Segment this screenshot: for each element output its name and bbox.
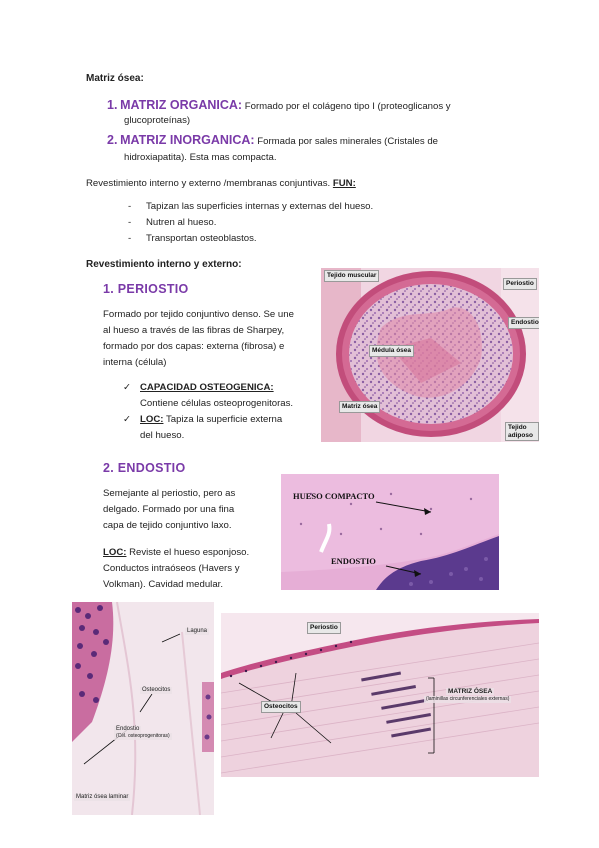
endostio-loc — [103, 545, 278, 593]
bullet-text: Transportan osteoblastos. — [146, 233, 257, 244]
check2-label: LOC: — [140, 414, 164, 425]
list-item-organica-cont: glucoproteínas) — [124, 115, 191, 126]
item-number: 1. — [107, 98, 118, 112]
bullet-text: Nutren al hueso. — [146, 217, 217, 228]
label-osteocitos: Osteocitos — [142, 687, 171, 693]
check1-text: Contiene células osteoprogenitoras. — [140, 398, 294, 409]
endostio-heading: 2. ENDOSTIO — [103, 461, 186, 475]
section-title-matriz: Matriz ósea: — [86, 73, 144, 84]
text-line: Reviste el hueso esponjoso. — [126, 547, 250, 558]
label-endostio-sub: (Cél. osteoprogenitoras) — [116, 733, 170, 739]
loc-label: LOC: — [103, 547, 127, 558]
periostio-paragraph — [103, 307, 315, 371]
text-line: delgado. Formado por una fina — [103, 504, 235, 515]
text-line: Conductos intraóseos (Havers y — [103, 563, 240, 574]
label-medula: Médula ósea — [369, 345, 414, 357]
label-periostio: Periostio — [307, 622, 341, 634]
periostio-histology-image — [321, 268, 539, 442]
endostio-histology-image — [281, 474, 499, 590]
item-text: Formado por el colágeno tipo I (proteoglicanos y — [242, 101, 451, 112]
list-item-inorganica-cont: hidroxiapatita). Esta mas compacta. — [124, 152, 277, 163]
label-matriz-osea: MATRIZ ÓSEA — [448, 688, 493, 695]
dash-icon: - — [128, 201, 132, 212]
text-line: interna (célula) — [103, 357, 167, 368]
revestimiento-intro — [86, 176, 356, 192]
item-name: MATRIZ INORGANICA: — [120, 133, 255, 147]
check2-cont: del hueso. — [140, 430, 185, 441]
text-line: formado por dos capas: externa (fibrosa) e — [103, 341, 285, 352]
check-mark-icon: ✓ — [123, 414, 132, 425]
text-line: al hueso a través de las fibras de Sharpey, — [103, 325, 285, 336]
bottom-right-histology-image — [221, 613, 539, 777]
bullet-text: Tapizan las superficies internas y externas del hueso. — [146, 201, 374, 212]
text-line: Semejante al periostio, pero as — [103, 488, 236, 499]
check1-label: CAPACIDAD OSTEOGENICA: — [140, 382, 274, 393]
item-name: MATRIZ ORGANICA: — [120, 98, 243, 112]
label-laguna: Laguna — [187, 628, 208, 634]
item-text: Formada por sales minerales (Cristales de — [254, 136, 439, 147]
endostio-paragraph — [103, 486, 273, 534]
label-adiposo: Tejido adiposo — [505, 422, 539, 441]
check2 — [140, 412, 282, 428]
bullet-item — [128, 199, 131, 215]
dash-icon: - — [128, 233, 132, 244]
label-endostio: Endostio — [508, 317, 539, 329]
label-hueso-compacto: HUESO COMPACTO — [293, 491, 375, 501]
check2-text: Tapiza la superficie externa — [163, 414, 283, 425]
fun-label: FUN: — [332, 178, 356, 189]
dash-icon: - — [128, 217, 132, 228]
check-mark-icon: ✓ — [123, 382, 132, 393]
section-title-revestimiento: Revestimiento interno y externo: — [86, 259, 242, 270]
list-item-inorganica — [107, 132, 438, 150]
intro-text: Revestimiento interno y externo /membranas conjuntivas. — [86, 178, 333, 189]
label-tejido-muscular: Tejido muscular — [324, 270, 379, 282]
item-number: 2. — [107, 133, 118, 147]
periostio-heading: 1. PERIOSTIO — [103, 282, 189, 296]
label-endostio: ENDOSTIO — [331, 556, 376, 566]
bottom-left-histology-image — [72, 602, 214, 815]
label-osteocitos: Osteocitos — [261, 701, 301, 713]
text-line: capa de tejido conjuntivo laxo. — [103, 520, 232, 531]
label-matriz: Matriz ósea — [339, 401, 380, 413]
label-matriz-sub: (laminillas circunferenciales externas) — [426, 696, 510, 702]
label-matriz-laminar: Matriz ósea laminar — [76, 794, 129, 800]
label-periostio: Periostio — [503, 278, 537, 290]
label-endostio: Endostio — [116, 726, 140, 732]
text-line: Volkman). Cavidad medular. — [103, 579, 223, 590]
text-line: Formado por tejido conjuntivo denso. Se une — [103, 309, 294, 320]
